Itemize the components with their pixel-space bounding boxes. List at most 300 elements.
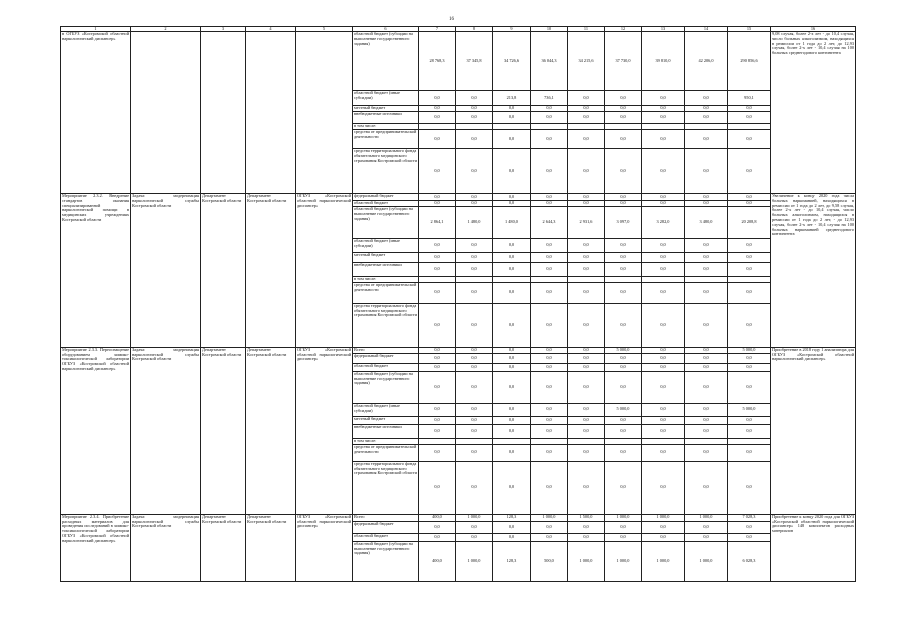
amount-cell: 1 000,0	[685, 541, 728, 581]
amount-cell: 0,0	[493, 303, 531, 347]
amount-cell: 0,0	[531, 303, 568, 347]
amount-cell: 0,0	[493, 363, 531, 371]
amount-cell: 1 000,0	[531, 514, 568, 521]
amount-cell: 0,0	[419, 263, 456, 277]
amount-cell: 0,0	[642, 149, 685, 194]
amount-cell: 0,0	[728, 263, 771, 277]
amount-cell: 0,0	[493, 521, 531, 533]
amount-cell: 39 810,0	[642, 32, 685, 91]
amount-cell: 0,0	[605, 239, 642, 253]
amount-cell: 37 730,0	[605, 32, 642, 91]
co-executor: ОГБУЗ «Костромской областной наркологический диспансер»	[296, 514, 353, 581]
amount-cell: 0,0	[456, 253, 493, 263]
amount-cell: 0,0	[605, 461, 642, 514]
amount-cell: 0,0	[605, 194, 642, 201]
amount-cell: 0,0	[493, 239, 531, 253]
column-number: 10	[531, 27, 568, 32]
amount-cell: 0,0	[642, 106, 685, 112]
amount-cell: 0,0	[456, 112, 493, 124]
column-number: 7	[419, 27, 456, 32]
amount-cell: 0,0	[493, 416, 531, 424]
amount-cell: 0,0	[531, 194, 568, 201]
amount-cell: 0,0	[456, 263, 493, 277]
amount-cell: 0,0	[531, 521, 568, 533]
amount-cell: 0,0	[605, 282, 642, 303]
amount-cell: 0,0	[493, 106, 531, 112]
amount-cell: 0,0	[493, 112, 531, 124]
funding-source: средства от предпринимательской деятельности	[353, 130, 419, 149]
amount-cell: 5 000,0	[605, 347, 642, 353]
amount-cell: 0,0	[493, 194, 531, 201]
amount-cell: 0,0	[642, 194, 685, 201]
amount-cell: 0,0	[605, 363, 642, 371]
coordinator	[201, 32, 246, 194]
amount-cell: 0,0	[685, 363, 728, 371]
amount-cell: 0,0	[605, 424, 642, 438]
amount-cell: 0,0	[419, 444, 456, 461]
amount-cell: 0,0	[419, 149, 456, 194]
amount-cell: 0,0	[642, 253, 685, 263]
amount-cell: 1 000,0	[456, 514, 493, 521]
funding-source: областной бюджет	[353, 533, 419, 541]
co-executor: ОГБУЗ «Костромской областной наркологический диспансер»	[296, 194, 353, 348]
amount-cell: 0,0	[568, 253, 605, 263]
amount-cell: 0,0	[531, 201, 568, 207]
amount-cell: 0,0	[419, 282, 456, 303]
column-number: 6	[353, 27, 419, 32]
coordinator: Департамент Костромской области	[201, 514, 246, 581]
amount-cell: 0,0	[642, 533, 685, 541]
amount-cell: 0,0	[531, 353, 568, 363]
amount-cell: 0,0	[493, 149, 531, 194]
task: Задача: модернизация наркологической службы Костромской области	[131, 347, 201, 514]
amount-cell: 0,0	[456, 461, 493, 514]
amount-cell: 2 644,3	[531, 207, 568, 239]
amount-cell: 0,0	[728, 239, 771, 253]
amount-cell: 0,0	[568, 263, 605, 277]
amount-cell: 0,0	[685, 91, 728, 106]
amount-cell: 2 864,1	[419, 207, 456, 239]
funding-source: в том числе:	[353, 277, 419, 283]
amount-cell: 0,0	[456, 91, 493, 106]
amount-cell: 0,0	[531, 533, 568, 541]
amount-cell: 0,0	[685, 130, 728, 149]
funding-source: средства территориального фонда обязательного медицинского страхования Костромской области	[353, 461, 419, 514]
coordinator: Департамент Костромской области	[201, 194, 246, 348]
amount-cell: 0,0	[456, 106, 493, 112]
amount-cell: 0,0	[568, 403, 605, 416]
amount-cell: 0,0	[493, 263, 531, 277]
column-number: 11	[568, 27, 605, 32]
amount-cell: 0,0	[493, 533, 531, 541]
amount-cell: 0,0	[568, 371, 605, 403]
amount-cell: 0,0	[419, 112, 456, 124]
column-number: 12	[605, 27, 642, 32]
responsible-executor: Департамент Костромской области	[246, 194, 296, 348]
amount-cell: 0,0	[605, 130, 642, 149]
amount-cell: 0,0	[493, 347, 531, 353]
amount-cell: 0,0	[419, 461, 456, 514]
amount-cell: 0,0	[568, 461, 605, 514]
amount-cell: 0,0	[642, 282, 685, 303]
funding-source: федеральный бюджет	[353, 521, 419, 533]
amount-cell: 736,1	[531, 91, 568, 106]
amount-cell: 0,0	[456, 149, 493, 194]
amount-cell: 42 206,0	[685, 32, 728, 91]
column-number: 5	[296, 27, 353, 32]
amount-cell: 0,0	[419, 130, 456, 149]
amount-cell: 0,0	[456, 403, 493, 416]
amount-cell: 0,0	[728, 416, 771, 424]
amount-cell: 0,0	[419, 371, 456, 403]
amount-cell: 36 044,3	[531, 32, 568, 91]
responsible-executor: Департамент Костромской области	[246, 514, 296, 581]
funding-source: местный бюджет	[353, 253, 419, 263]
amount-cell: 0,0	[456, 347, 493, 353]
funding-source: областной бюджет (субсидии на выполнение государственного задания)	[353, 371, 419, 403]
amount-cell: 0,0	[685, 444, 728, 461]
amount-cell: 3 282,0	[642, 207, 685, 239]
amount-cell: 290 856,6	[728, 32, 771, 91]
table-row	[61, 194, 856, 201]
amount-cell: 37 345,8	[456, 32, 493, 91]
amount-cell: 950,1	[728, 91, 771, 106]
amount-cell: 0,0	[685, 112, 728, 124]
amount-cell: 0,0	[456, 201, 493, 207]
amount-cell: 0,0	[685, 194, 728, 201]
amount-cell: 3 480,0	[685, 207, 728, 239]
amount-cell: 0,0	[605, 149, 642, 194]
amount-cell: 1 480,0	[493, 207, 531, 239]
amount-cell: 0,0	[642, 403, 685, 416]
amount-cell: 0,0	[493, 461, 531, 514]
amount-cell: 0,0	[568, 416, 605, 424]
task	[131, 32, 201, 194]
page-number: 16	[449, 17, 454, 22]
responsible-executor	[246, 32, 296, 194]
amount-cell: 0,0	[642, 239, 685, 253]
amount-cell: 0,0	[531, 112, 568, 124]
table-row	[61, 32, 856, 91]
amount-cell: 0,0	[568, 130, 605, 149]
amount-cell: 1 000,0	[456, 541, 493, 581]
amount-cell: 0,0	[605, 91, 642, 106]
amount-cell: 7 028,3	[728, 514, 771, 521]
funding-source: внебюджетные источники	[353, 424, 419, 438]
activity-name: Мероприятие 2.3.2. Внедрение стандартов оказания специализированной наркологической помощи в медицинских учреждениях Костромской области	[61, 194, 131, 348]
amount-cell: 0,0	[568, 91, 605, 106]
funding-source: федеральный бюджет	[353, 194, 419, 201]
amount-cell: 0,0	[531, 363, 568, 371]
amount-cell: 0,0	[728, 363, 771, 371]
funding-source: в том числе:	[353, 438, 419, 444]
coordinator: Департамент Костромской области	[201, 347, 246, 514]
amount-cell: 0,0	[419, 403, 456, 416]
amount-cell: 28 768,3	[419, 32, 456, 91]
amount-cell: 0,0	[642, 416, 685, 424]
amount-cell: 0,0	[568, 444, 605, 461]
amount-cell: 1 000,0	[605, 514, 642, 521]
amount-cell: 0,0	[605, 371, 642, 403]
amount-cell: 0,0	[419, 201, 456, 207]
amount-cell: 5 000,0	[605, 403, 642, 416]
amount-cell: 0,0	[531, 444, 568, 461]
co-executor: ОГБУЗ «Костромской областной наркологический диспансер»	[296, 347, 353, 514]
amount-cell: 0,0	[493, 403, 531, 416]
funding-source: в том числе:	[353, 124, 419, 130]
funding-source: областной бюджет	[353, 201, 419, 207]
amount-cell: 0,0	[728, 106, 771, 112]
column-number: 13	[642, 27, 685, 32]
column-number: 9	[493, 27, 531, 32]
amount-cell: 0,0	[456, 424, 493, 438]
amount-cell: 0,0	[642, 444, 685, 461]
amount-cell: 0,0	[685, 149, 728, 194]
funding-source: Всего	[353, 347, 419, 353]
column-number: 15	[728, 27, 771, 32]
funding-source: средства территориального фонда обязательного медицинского страхования Костромской области	[353, 149, 419, 194]
amount-cell: 0,0	[493, 201, 531, 207]
amount-cell: 0,0	[642, 353, 685, 363]
amount-cell: 0,0	[685, 424, 728, 438]
amount-cell: 0,0	[685, 371, 728, 403]
amount-cell: 0,0	[685, 263, 728, 277]
task: Задача: модернизация наркологической службы Костромской области	[131, 194, 201, 348]
amount-cell: 0,0	[419, 353, 456, 363]
amount-cell: 0,0	[685, 303, 728, 347]
amount-cell: 2 931,6	[568, 207, 605, 239]
amount-cell: 6 028,3	[728, 541, 771, 581]
amount-cell: 0,0	[642, 363, 685, 371]
amount-cell: 0,0	[685, 533, 728, 541]
amount-cell: 0,0	[568, 533, 605, 541]
amount-cell: 0,0	[456, 363, 493, 371]
amount-cell: 0,0	[728, 461, 771, 514]
amount-cell: 0,0	[531, 347, 568, 353]
amount-cell: 3 097,0	[605, 207, 642, 239]
amount-cell: 0,0	[568, 363, 605, 371]
amount-cell: 0,0	[419, 303, 456, 347]
amount-cell: 20 208,8	[728, 207, 771, 239]
activity-name: Мероприятие 2.3.4. Приобретение расходных материалов для проведения исследований в химико-токсикологической лаборатории ОГБУЗ «Костромской областной наркологический диспансер»	[61, 514, 131, 581]
amount-cell: 0,0	[568, 347, 605, 353]
amount-cell: 0,0	[456, 371, 493, 403]
amount-cell: 0,0	[642, 112, 685, 124]
column-number: 1	[61, 27, 131, 32]
amount-cell: 1 000,0	[685, 514, 728, 521]
amount-cell: 0,0	[728, 353, 771, 363]
amount-cell: 0,0	[728, 533, 771, 541]
funding-source: средства территориального фонда обязательного медицинского страхования Костромской области	[353, 303, 419, 347]
amount-cell: 0,0	[728, 371, 771, 403]
amount-cell: 0,0	[531, 424, 568, 438]
amount-cell: 0,0	[605, 444, 642, 461]
amount-cell: 34 726,6	[493, 32, 531, 91]
amount-cell: 128,3	[493, 514, 531, 521]
amount-cell: 5 000,0	[728, 347, 771, 353]
funding-source: областной бюджет (субсидии на выполнение государственного задания)	[353, 32, 419, 91]
responsible-executor: Департамент Костромской области	[246, 347, 296, 514]
expected-result: Приобретение в 2018 году 1 анализатора для ОГБУЗ «Костромской областной наркологический диспансер»	[771, 347, 856, 514]
amount-cell: 0,0	[642, 130, 685, 149]
column-number: 3	[201, 27, 246, 32]
amount-cell: 0,0	[568, 239, 605, 253]
amount-cell: 0,0	[456, 444, 493, 461]
amount-cell: 1 000,0	[605, 541, 642, 581]
amount-cell: 0,0	[531, 130, 568, 149]
amount-cell: 1 000,0	[642, 541, 685, 581]
amount-cell: 1 000,0	[568, 541, 605, 581]
amount-cell: 0,0	[493, 282, 531, 303]
amount-cell: 0,0	[685, 106, 728, 112]
amount-cell: 400,0	[419, 514, 456, 521]
amount-cell: 0,0	[685, 353, 728, 363]
amount-cell: 400,0	[419, 541, 456, 581]
amount-cell: 0,0	[419, 424, 456, 438]
amount-cell: 0,0	[419, 363, 456, 371]
amount-cell: 0,0	[456, 303, 493, 347]
amount-cell: 0,0	[728, 444, 771, 461]
amount-cell: 0,0	[419, 416, 456, 424]
amount-cell: 0,0	[493, 424, 531, 438]
amount-cell: 0,0	[531, 239, 568, 253]
column-number: 14	[685, 27, 728, 32]
amount-cell: 0,0	[605, 416, 642, 424]
funding-source: местный бюджет	[353, 416, 419, 424]
amount-cell: 0,0	[456, 533, 493, 541]
expected-result: Приобретение к концу 2020 года для ОГБУЗ «Костромской областной наркологический диспансер» 148 комплектов расходных материалов	[771, 514, 856, 581]
amount-cell: 0,0	[493, 371, 531, 403]
amount-cell: 0,0	[531, 106, 568, 112]
amount-cell: 0,0	[642, 424, 685, 438]
amount-cell: 0,0	[493, 253, 531, 263]
amount-cell: 0,0	[685, 347, 728, 353]
amount-cell: 0,0	[456, 353, 493, 363]
amount-cell: 0,0	[728, 521, 771, 533]
amount-cell: 0,0	[642, 91, 685, 106]
amount-cell: 0,0	[419, 106, 456, 112]
funding-source: областной бюджет (субсидии на выполнение государственного задания)	[353, 541, 419, 581]
amount-cell: 0,0	[531, 416, 568, 424]
amount-cell: 0,0	[642, 461, 685, 514]
amount-cell: 128,3	[493, 541, 531, 581]
amount-cell: 0,0	[419, 239, 456, 253]
amount-cell: 0,0	[493, 353, 531, 363]
amount-cell: 0,0	[728, 112, 771, 124]
financing-table	[60, 26, 856, 582]
expected-result: Увеличение к концу 2020 года числа больных наркоманией, находящихся в ремиссии от 1 года до 2 лет, до 9,58 случая, более 2-х лет - до 10,4 случая, число больных алкоголизмом, находящихся в ремиссии от 1 года до 2 лет, - до 12,93 случая, более 2-х лет - 10,4 случая на 100 больных наркоманией среднегодового контингента	[771, 194, 856, 348]
amount-cell: 0,0	[419, 253, 456, 263]
amount-cell: 500,0	[531, 541, 568, 581]
amount-cell: 0,0	[419, 347, 456, 353]
column-number: 2	[131, 27, 201, 32]
amount-cell: 0,0	[642, 347, 685, 353]
activity-name: в ОГБУЗ «Костромской областной наркологический диспансер»	[61, 32, 131, 194]
table-row	[61, 514, 856, 521]
amount-cell: 5 000,0	[728, 403, 771, 416]
amount-cell: 0,0	[685, 201, 728, 207]
amount-cell: 0,0	[728, 303, 771, 347]
funding-source: местный бюджет	[353, 106, 419, 112]
amount-cell: 0,0	[419, 521, 456, 533]
amount-cell: 0,0	[685, 282, 728, 303]
amount-cell: 0,0	[531, 149, 568, 194]
funding-source: Всего	[353, 514, 419, 521]
amount-cell: 0,0	[419, 194, 456, 201]
amount-cell: 0,0	[728, 201, 771, 207]
column-number: 16	[771, 27, 856, 32]
funding-source: областной бюджет (иные субсидии)	[353, 403, 419, 416]
column-number: 8	[456, 27, 493, 32]
amount-cell: 213,8	[493, 91, 531, 106]
amount-cell: 0,0	[568, 112, 605, 124]
amount-cell: 0,0	[531, 371, 568, 403]
funding-source: федеральный бюджет	[353, 353, 419, 363]
amount-cell: 0,0	[605, 106, 642, 112]
funding-source: внебюджетные источники	[353, 112, 419, 124]
amount-cell: 0,0	[568, 201, 605, 207]
amount-cell: 0,0	[685, 239, 728, 253]
amount-cell: 0,0	[605, 533, 642, 541]
task: Задача: модернизация наркологической службы Костромской области	[131, 514, 201, 581]
amount-cell: 0,0	[456, 239, 493, 253]
amount-cell: 0,0	[728, 130, 771, 149]
amount-cell: 0,0	[605, 303, 642, 347]
funding-source: внебюджетные источники	[353, 263, 419, 277]
amount-cell: 0,0	[642, 201, 685, 207]
amount-cell: 1 480,0	[456, 207, 493, 239]
amount-cell: 1 500,0	[568, 514, 605, 521]
amount-cell: 0,0	[456, 416, 493, 424]
amount-cell: 0,0	[605, 201, 642, 207]
amount-cell: 0,0	[419, 91, 456, 106]
funding-source: областной бюджет (иные субсидии)	[353, 91, 419, 106]
amount-cell: 0,0	[568, 282, 605, 303]
funding-source: областной бюджет (иные субсидии)	[353, 239, 419, 253]
funding-source: средства от предпринимательской деятельности	[353, 282, 419, 303]
amount-cell: 0,0	[568, 149, 605, 194]
funding-source: средства от предпринимательской деятельности	[353, 444, 419, 461]
amount-cell: 0,0	[568, 353, 605, 363]
amount-cell: 0,0	[419, 533, 456, 541]
amount-cell: 0,0	[456, 521, 493, 533]
amount-cell: 0,0	[605, 521, 642, 533]
amount-cell: 0,0	[685, 403, 728, 416]
amount-cell: 0,0	[493, 444, 531, 461]
amount-cell: 0,0	[568, 194, 605, 201]
amount-cell: 0,0	[531, 282, 568, 303]
amount-cell: 0,0	[728, 149, 771, 194]
amount-cell: 0,0	[568, 106, 605, 112]
amount-cell: 0,0	[568, 303, 605, 347]
amount-cell: 0,0	[685, 461, 728, 514]
co-executor	[296, 32, 353, 194]
amount-cell: 0,0	[642, 521, 685, 533]
amount-cell: 0,0	[642, 371, 685, 403]
funding-source: областной бюджет (субсидии на выполнение государственного задания)	[353, 207, 419, 239]
amount-cell: 0,0	[531, 461, 568, 514]
amount-cell: 0,0	[456, 194, 493, 201]
amount-cell: 0,0	[456, 130, 493, 149]
amount-cell: 0,0	[568, 521, 605, 533]
column-number: 4	[246, 27, 296, 32]
amount-cell: 0,0	[728, 282, 771, 303]
amount-cell: 0,0	[605, 112, 642, 124]
amount-cell: 0,0	[493, 130, 531, 149]
amount-cell: 0,0	[568, 424, 605, 438]
amount-cell: 0,0	[685, 521, 728, 533]
amount-cell: 0,0	[605, 353, 642, 363]
